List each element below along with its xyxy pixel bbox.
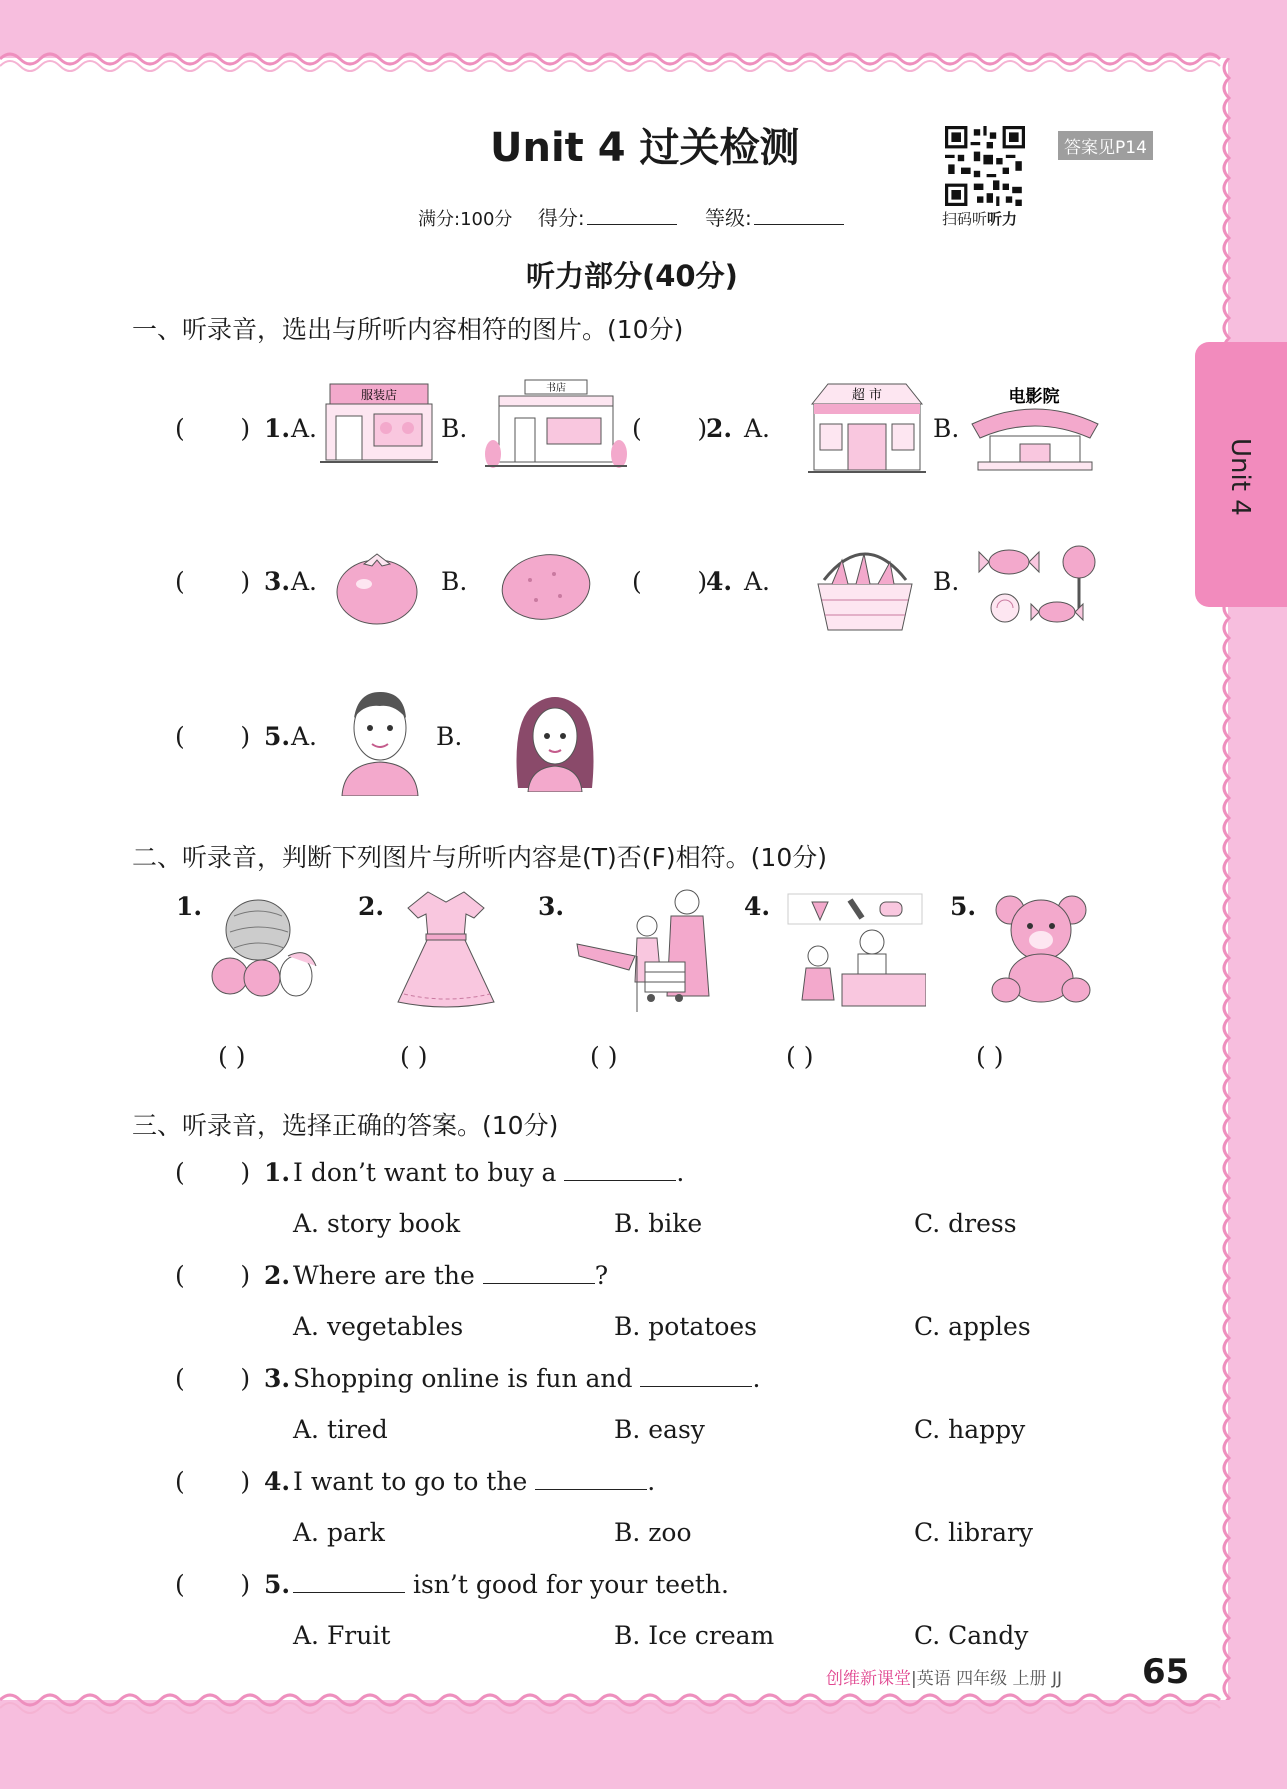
question-stem-text: I want to go to the bbox=[293, 1467, 528, 1496]
section3-q4-option-b[interactable]: B. zoo bbox=[614, 1518, 692, 1547]
section3-q5-option-c[interactable]: C. Candy bbox=[914, 1621, 1029, 1650]
clothing-shop-icon[interactable] bbox=[320, 380, 438, 466]
section2-q4-number: 4. bbox=[744, 892, 771, 921]
section3-q1-option-c[interactable]: C. dress bbox=[914, 1209, 1017, 1238]
score-line bbox=[418, 202, 866, 231]
bookstore-sign: 书店 bbox=[546, 383, 566, 394]
vegetable-basket-icon[interactable] bbox=[812, 540, 918, 636]
section1-answer-paren-3[interactable]: ( ) bbox=[175, 567, 251, 596]
section2-answer-paren-4[interactable]: ( ) bbox=[786, 1042, 814, 1071]
wavy-border-bottom bbox=[0, 1690, 1228, 1720]
fruits-icon[interactable] bbox=[208, 886, 324, 1004]
ice-cream-shop-icon[interactable] bbox=[784, 890, 926, 1008]
page-title: Unit 4 过关检测 bbox=[490, 125, 800, 171]
section3-q5-option-a[interactable]: A. Fruit bbox=[293, 1621, 391, 1650]
section3-q3-option-a[interactable]: A. tired bbox=[293, 1415, 388, 1444]
answer-blank[interactable] bbox=[535, 1467, 647, 1490]
section1-q1-option-a: A. bbox=[291, 414, 318, 443]
section1-q5-option-a: A. bbox=[291, 722, 318, 751]
section3-q2-stem bbox=[293, 1261, 608, 1290]
boy-icon[interactable] bbox=[338, 682, 422, 796]
qr-code-icon[interactable] bbox=[945, 126, 1025, 206]
section3-q1-stem bbox=[293, 1158, 684, 1187]
question-stem-end: isn’t good for your teeth. bbox=[412, 1570, 729, 1599]
qr-caption bbox=[942, 208, 1017, 229]
section3-answer-paren-4[interactable]: ( ) bbox=[175, 1467, 251, 1496]
cinema-icon[interactable] bbox=[968, 384, 1102, 472]
question-stem-text: I don’t want to buy a bbox=[293, 1158, 557, 1187]
score-blank[interactable] bbox=[587, 204, 677, 225]
section2-answer-paren-2[interactable]: ( ) bbox=[400, 1042, 428, 1071]
section1-q4-number: 4. bbox=[706, 567, 733, 596]
question-stem-end: ? bbox=[594, 1261, 609, 1290]
section1-q4-option-a: A. bbox=[744, 567, 771, 596]
section1-answer-paren-2[interactable]: ( ) bbox=[632, 414, 708, 443]
section1-answer-paren-5[interactable]: ( ) bbox=[175, 722, 251, 751]
answer-blank[interactable] bbox=[640, 1364, 752, 1387]
answer-blank[interactable] bbox=[564, 1158, 676, 1181]
tomato-icon[interactable] bbox=[334, 548, 420, 626]
answer-blank[interactable] bbox=[293, 1570, 405, 1593]
score-label: 得分: bbox=[537, 206, 585, 230]
section3-q4-stem bbox=[293, 1467, 655, 1496]
section1-q4-option-b: B. bbox=[933, 567, 960, 596]
unit-side-tab-label: Unit 4 bbox=[1225, 438, 1255, 516]
dress-icon[interactable] bbox=[394, 888, 498, 1010]
section2-title: 二、听录音，判断下列图片与所听内容是(T)否(F)相符。(10分) bbox=[132, 843, 827, 872]
shopping-cart-icon[interactable] bbox=[575, 886, 721, 1012]
section3-q3-number: 3. bbox=[264, 1364, 291, 1393]
qr-caption-prefix: 扫码听 bbox=[942, 210, 988, 228]
girl-icon[interactable] bbox=[510, 688, 600, 792]
section1-q1-option-b: B. bbox=[441, 414, 468, 443]
section1-q2-number: 2. bbox=[706, 414, 733, 443]
section3-answer-paren-3[interactable]: ( ) bbox=[175, 1364, 251, 1393]
paper-area bbox=[0, 58, 1228, 1700]
cinema-sign: 电影院 bbox=[1008, 387, 1060, 407]
listening-part-title: 听力部分(40分) bbox=[526, 259, 738, 293]
section3-title: 三、听录音，选择正确的答案。(10分) bbox=[132, 1111, 559, 1140]
page-footer bbox=[826, 1664, 1062, 1689]
section3-q2-option-a[interactable]: A. vegetables bbox=[293, 1312, 464, 1341]
section3-q4-number: 4. bbox=[264, 1467, 291, 1496]
section3-q3-option-b[interactable]: B. easy bbox=[614, 1415, 705, 1444]
question-stem-text: Where are the bbox=[293, 1261, 475, 1290]
supermarket-icon[interactable] bbox=[808, 380, 926, 476]
section1-q3-option-a: A. bbox=[291, 567, 318, 596]
section1-answer-paren-1[interactable]: ( ) bbox=[175, 414, 251, 443]
section2-q2-number: 2. bbox=[358, 892, 385, 921]
section1-q2-option-b: B. bbox=[933, 414, 960, 443]
section3-q3-stem bbox=[293, 1364, 760, 1393]
section1-answer-paren-4[interactable]: ( ) bbox=[632, 567, 708, 596]
teddy-bear-icon[interactable] bbox=[988, 892, 1094, 1004]
section3-q1-option-b[interactable]: B. bike bbox=[614, 1209, 703, 1238]
answer-reference-badge: 答案见P14 bbox=[1058, 131, 1153, 160]
section1-q3-option-b: B. bbox=[441, 567, 468, 596]
question-stem-end: . bbox=[752, 1364, 761, 1393]
qr-caption-bold: 听力 bbox=[987, 210, 1018, 228]
section3-q2-option-b[interactable]: B. potatoes bbox=[614, 1312, 757, 1341]
question-stem-end: . bbox=[676, 1158, 685, 1187]
section3-q5-number: 5. bbox=[264, 1570, 291, 1599]
section1-q3-number: 3. bbox=[264, 567, 291, 596]
section2-answer-paren-3[interactable]: ( ) bbox=[590, 1042, 618, 1071]
candy-icon[interactable] bbox=[975, 542, 1103, 632]
unit-side-tab bbox=[1195, 342, 1287, 607]
section3-q2-number: 2. bbox=[264, 1261, 291, 1290]
footer-brand: 创维新课堂 bbox=[826, 1669, 911, 1689]
section3-answer-paren-5[interactable]: ( ) bbox=[175, 1570, 251, 1599]
section3-q1-option-a[interactable]: A. story book bbox=[293, 1209, 461, 1238]
grade-label: 等级: bbox=[704, 206, 752, 230]
section2-q5-number: 5. bbox=[950, 892, 977, 921]
footer-info: |英语 四年级 上册 JJ bbox=[911, 1669, 1062, 1689]
supermarket-sign: 超 市 bbox=[851, 388, 883, 403]
section1-title: 一、听录音，选出与所听内容相符的图片。(10分) bbox=[132, 315, 684, 344]
page-number: 65 bbox=[1142, 1652, 1190, 1692]
grade-blank[interactable] bbox=[754, 204, 844, 225]
answer-blank[interactable] bbox=[483, 1261, 595, 1284]
section1-q2-option-a: A. bbox=[744, 414, 771, 443]
section3-q5-stem bbox=[293, 1570, 729, 1599]
section1-q5-option-b: B. bbox=[436, 722, 463, 751]
section3-q3-option-c[interactable]: C. happy bbox=[914, 1415, 1026, 1444]
section1-q1-number: 1. bbox=[264, 414, 291, 443]
clothing-shop-sign: 服装店 bbox=[360, 388, 398, 402]
section3-answer-paren-2[interactable]: ( ) bbox=[175, 1261, 251, 1290]
section2-answer-paren-5[interactable]: ( ) bbox=[976, 1042, 1004, 1071]
bookstore-icon[interactable] bbox=[485, 378, 627, 470]
section3-q4-option-a[interactable]: A. park bbox=[293, 1518, 385, 1547]
section2-q3-number: 3. bbox=[538, 892, 565, 921]
section3-q1-number: 1. bbox=[264, 1158, 291, 1187]
full-score-text: 满分:100分 bbox=[418, 209, 513, 230]
section3-q5-option-b[interactable]: B. Ice cream bbox=[614, 1621, 775, 1650]
wavy-border-right bbox=[1214, 58, 1244, 1700]
section2-answer-paren-1[interactable]: ( ) bbox=[218, 1042, 246, 1071]
potato-icon[interactable] bbox=[500, 552, 592, 622]
wavy-border-top bbox=[0, 44, 1228, 74]
question-stem-end: . bbox=[647, 1467, 656, 1496]
section3-q2-option-c[interactable]: C. apples bbox=[914, 1312, 1031, 1341]
question-stem-text: Shopping online is fun and bbox=[293, 1364, 633, 1393]
section2-q1-number: 1. bbox=[176, 892, 203, 921]
section1-q5-number: 5. bbox=[264, 722, 291, 751]
section3-answer-paren-1[interactable]: ( ) bbox=[175, 1158, 251, 1187]
section3-q4-option-c[interactable]: C. library bbox=[914, 1518, 1034, 1547]
